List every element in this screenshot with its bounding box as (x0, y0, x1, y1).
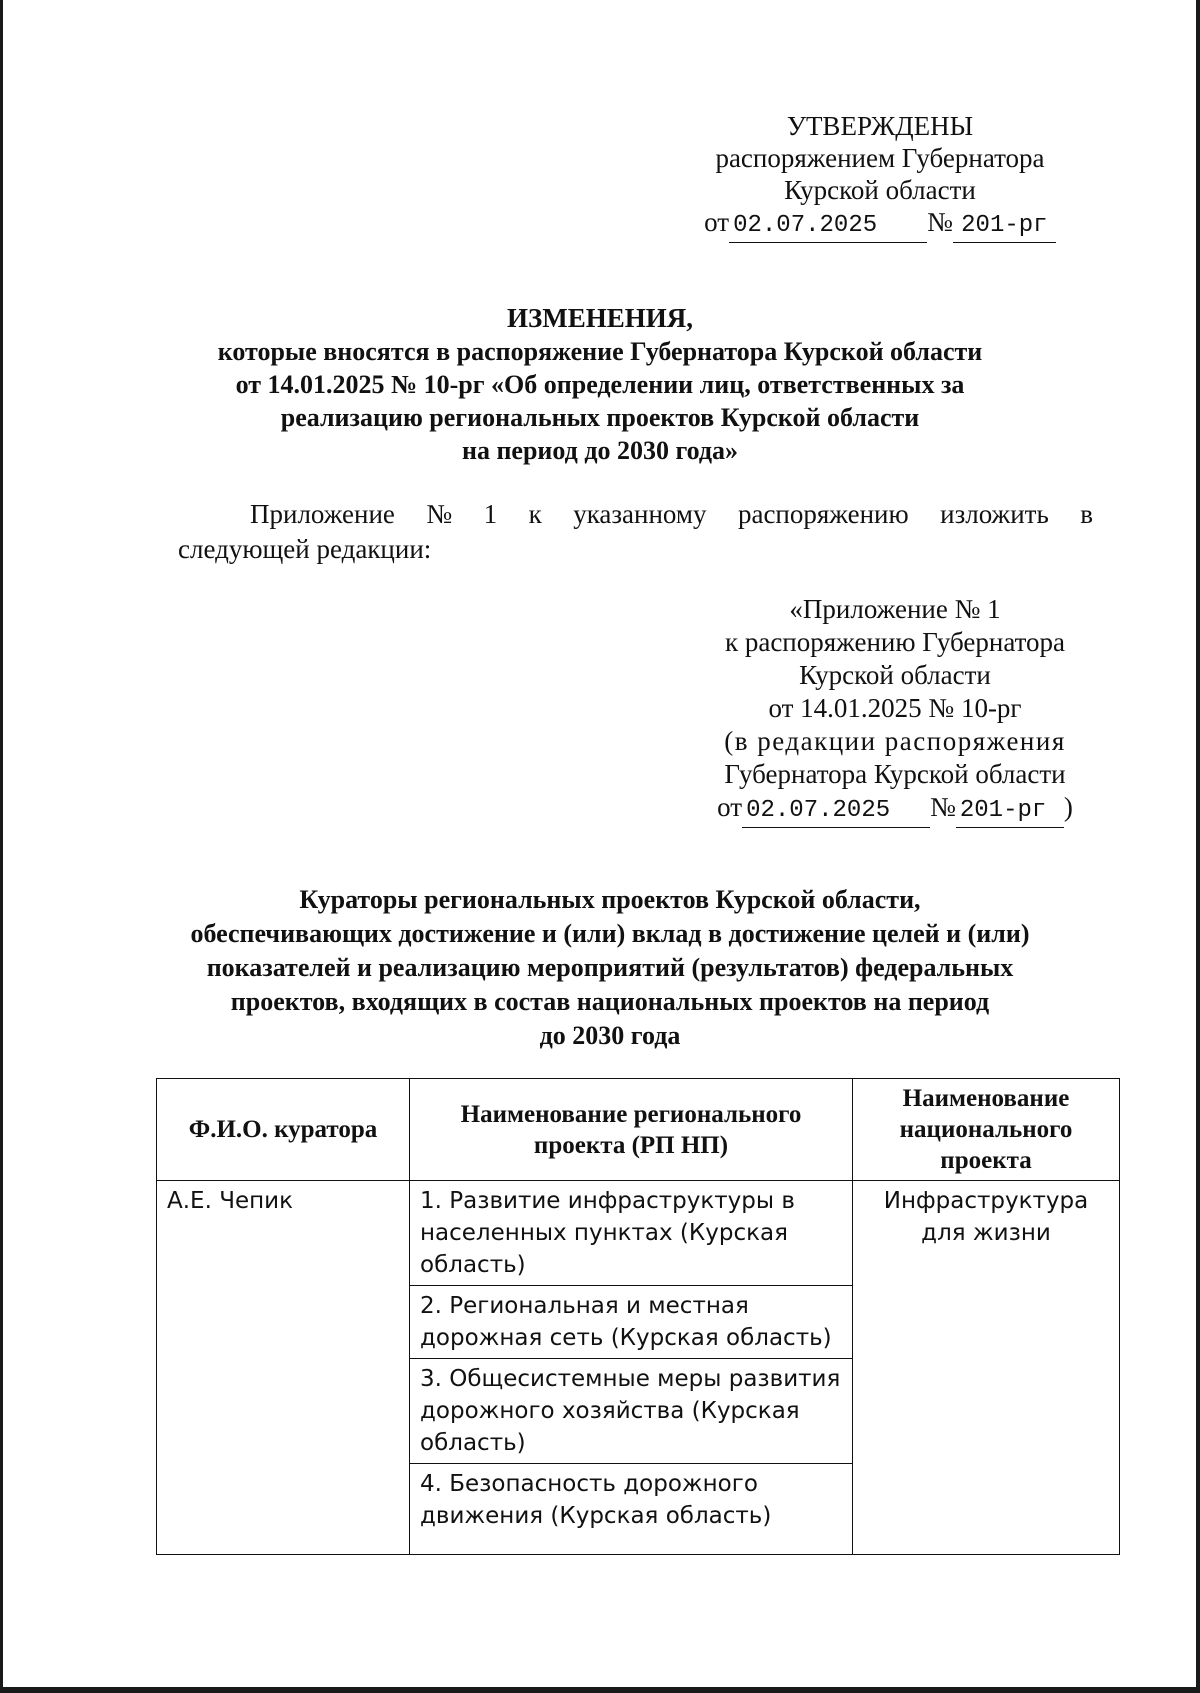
approval-date: 02.07.2025 (729, 210, 927, 243)
number-prefix: № (927, 207, 953, 237)
regional-project: 1. Развитие инфраструктуры в населенных пунктах (Курская область) (410, 1181, 853, 1286)
regional-project: 3. Общесистемные меры развития дорожного хозяйства (Курская область) (410, 1359, 853, 1464)
header-national-project: Наименование национального проекта (853, 1079, 1120, 1181)
curators-title-line: обеспечивающих достижение и (или) вклад в достижение целей и (или) (190, 919, 1030, 948)
paragraph-word: в (1080, 499, 1093, 529)
body-paragraph (178, 497, 1093, 567)
header-regional-project: Наименование регионального проекта (РП НП) (410, 1079, 853, 1181)
title-head: ИЗМЕНЕНИЯ, (506, 303, 693, 333)
appendix-line: Курской области (799, 660, 991, 690)
curators-title-line: показателей и реализацию мероприятий (результатов) федеральных (206, 953, 1014, 982)
curators-title-line: проектов, входящих в состав национальных проектов на период (230, 987, 990, 1016)
title-line: от 14.01.2025 № 10-рг «Об определении лиц, ответственных за (235, 370, 965, 399)
title-line: реализацию региональных проектов Курской области (280, 403, 920, 432)
scan-edge-left (0, 0, 3, 1693)
date-prefix: от (717, 792, 743, 822)
paragraph-line: следующей редакции: (178, 534, 432, 564)
approval-line: УТВЕРЖДЕНЫ (786, 111, 974, 141)
scan-edge-right (1196, 0, 1200, 1693)
paragraph-word: Приложение (250, 499, 395, 529)
paragraph-word: 1 (483, 499, 498, 529)
paragraph-word: указанному (573, 499, 707, 529)
appendix-line: «Приложение № 1 (789, 594, 1001, 624)
scan-edge-bottom (0, 1687, 1200, 1693)
number-prefix: № (930, 792, 956, 822)
appendix-line: (в редакции распоряжения (724, 726, 1066, 756)
closing-paren: ) (1063, 792, 1073, 822)
national-project: Инфраструктура для жизни (853, 1181, 1120, 1555)
appendix-number: 201-рг (956, 794, 1064, 828)
title-line: которые вносятся в распоряжение Губернатора Курской области (217, 337, 983, 366)
approval-number: 201-рг (953, 210, 1056, 243)
appendix-block (705, 593, 1085, 828)
paragraph-line (178, 497, 1093, 532)
paragraph-word: № (426, 499, 453, 529)
table-row (157, 1181, 1120, 1286)
title-line: на период до 2030 года» (461, 436, 739, 465)
appendix-line: к распоряжению Губернатора (724, 627, 1066, 657)
curators-table (156, 1078, 1120, 1555)
table-header-row (157, 1079, 1120, 1181)
date-prefix: от (704, 207, 730, 237)
approval-date-line (665, 206, 1095, 243)
appendix-date: 02.07.2025 (742, 794, 930, 828)
approval-block (665, 110, 1095, 243)
appendix-date-line (705, 791, 1085, 828)
header-curator: Ф.И.О. куратора (157, 1079, 410, 1181)
approval-line: распоряжением Губернатора (715, 143, 1045, 173)
curators-title (160, 883, 1060, 1053)
paragraph-word: изложить (940, 499, 1049, 529)
appendix-line: от 14.01.2025 № 10-рг (768, 693, 1022, 723)
appendix-line: Губернатора Курской области (724, 759, 1066, 789)
curators-title-line: до 2030 года (539, 1021, 681, 1050)
paragraph-word: распоряжению (737, 499, 909, 529)
regional-project: 4. Безопасность дорожного движения (Курская область) (410, 1464, 853, 1555)
regional-project: 2. Региональная и местная дорожная сеть (Курская область) (410, 1286, 853, 1359)
document-title (160, 302, 1040, 467)
paragraph-word: к (528, 499, 542, 529)
curators-title-line: Кураторы региональных проектов Курской области, (299, 885, 921, 914)
approval-line: Курской области (784, 175, 976, 205)
curator-name: А.Е. Чепик (157, 1181, 410, 1555)
